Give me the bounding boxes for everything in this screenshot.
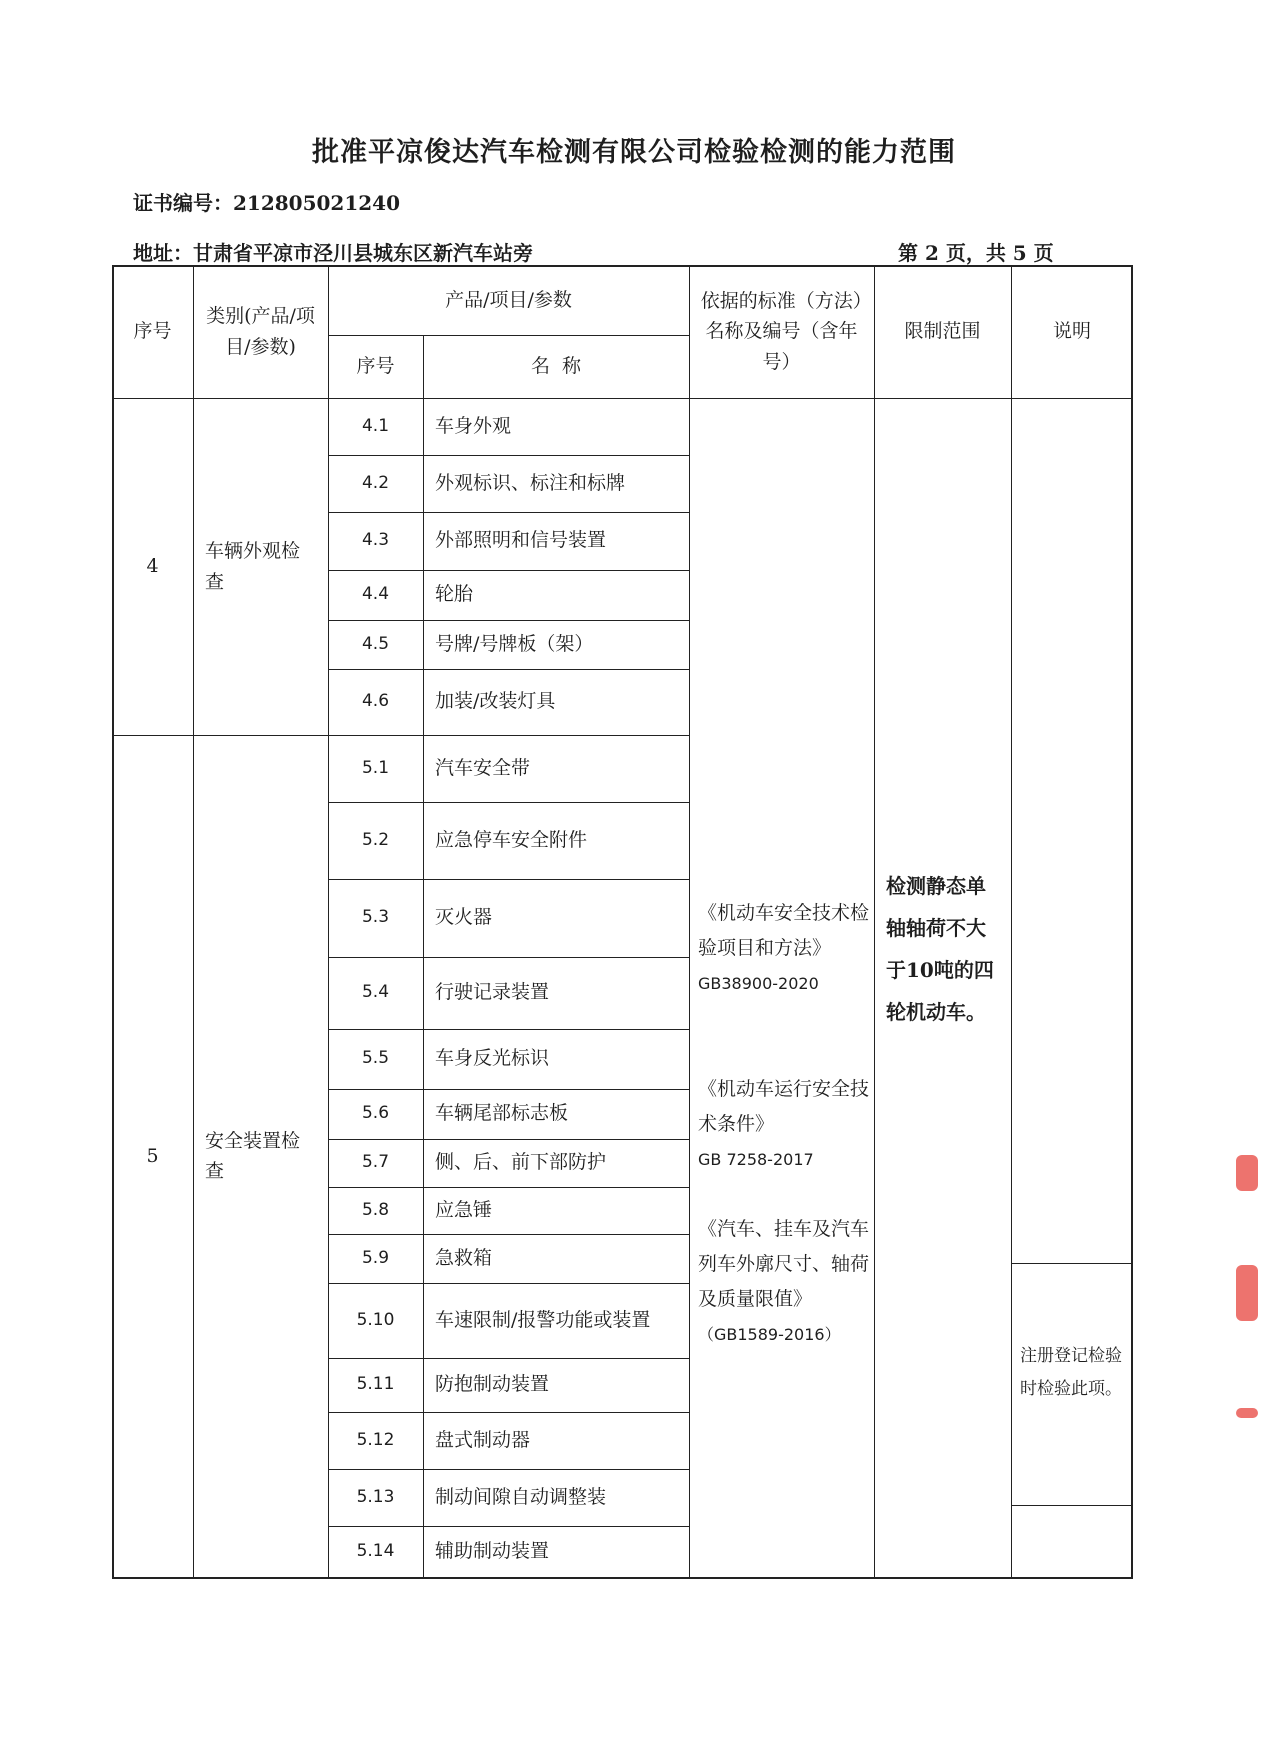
table-rule — [112, 735, 689, 736]
table-rule — [328, 802, 689, 803]
group-category: 车辆外观检查 — [205, 540, 301, 593]
item-number: 5.14 — [356, 1540, 395, 1561]
standard-name: 《机动车安全技术检验项目和方法》 — [698, 902, 870, 959]
item-number: 4.6 — [361, 691, 390, 712]
item-name: 汽车安全带 — [435, 756, 531, 779]
table-rule — [112, 398, 1133, 399]
group-seq: 5 — [146, 1144, 159, 1167]
header-limit: 限制范围 — [904, 320, 981, 343]
item-name: 急救箱 — [435, 1246, 493, 1269]
header-category: 类别(产品/项目/参数) — [206, 305, 315, 358]
item-number: 5.11 — [356, 1374, 395, 1395]
item-name: 应急锤 — [435, 1198, 493, 1221]
page-info: 第 2 页，共 5 页 — [898, 241, 1054, 265]
table-rule — [328, 1234, 689, 1235]
item-number: 5.3 — [361, 907, 390, 928]
item-name: 盘式制动器 — [435, 1428, 531, 1451]
item-number: 4.5 — [361, 633, 390, 654]
item-name: 外部照明和信号装置 — [435, 529, 607, 552]
header-note: 说明 — [1052, 320, 1091, 343]
limit-range-text: 检测静态单轴轴荷不大于10吨的四轮机动车。 — [886, 874, 994, 1024]
stamp-fragment — [1236, 1265, 1258, 1321]
group-seq: 4 — [146, 555, 159, 578]
item-number: 5.10 — [356, 1309, 395, 1330]
header-sub-seq: 序号 — [356, 355, 395, 378]
item-name: 灭火器 — [435, 906, 493, 929]
header-name: 名 称 — [530, 355, 582, 378]
item-name: 加装/改装灯具 — [435, 690, 556, 713]
standard-code: GB38900-2020 — [698, 974, 819, 993]
item-number: 5.9 — [361, 1247, 390, 1268]
standard-entry — [698, 1212, 870, 1352]
stamp-fragment — [1236, 1155, 1258, 1191]
item-name: 防抱制动装置 — [435, 1373, 550, 1396]
item-name: 制动间隙自动调整装 — [435, 1485, 607, 1508]
standard-code: GB 7258-2017 — [698, 1150, 814, 1169]
note-text: 注册登记检验时检验此项。 — [1020, 1346, 1122, 1399]
item-number: 5.12 — [356, 1429, 395, 1450]
item-number: 5.5 — [361, 1048, 390, 1069]
table-rule — [328, 265, 329, 1577]
item-name: 号牌/号牌板（架） — [435, 632, 594, 655]
header-product-group: 产品/项目/参数 — [445, 288, 572, 311]
standard-name: 《机动车运行安全技术条件》 — [698, 1078, 870, 1135]
table-rule — [1011, 1263, 1133, 1264]
table-rule — [689, 265, 690, 1577]
table-rule — [112, 1577, 1133, 1579]
item-name: 车身外观 — [435, 414, 512, 437]
table-rule — [328, 455, 689, 456]
table-rule — [328, 512, 689, 513]
table-rule — [423, 335, 424, 1577]
table-rule — [328, 879, 689, 880]
item-number: 5.2 — [361, 829, 390, 850]
item-number: 4.3 — [361, 530, 390, 551]
table-rule — [1131, 265, 1133, 1577]
table-rule — [328, 1283, 689, 1284]
item-number: 4.4 — [361, 584, 390, 605]
item-number: 5.1 — [361, 757, 390, 778]
table-rule — [1011, 1505, 1133, 1506]
table-rule — [874, 265, 875, 1577]
standard-entry — [698, 1072, 870, 1177]
item-name: 车速限制/报警功能或装置 — [435, 1308, 651, 1331]
standard-name: 《汽车、挂车及汽车列车外廓尺寸、轴荷及质量限值》 — [698, 1218, 870, 1310]
item-name: 行驶记录装置 — [435, 981, 550, 1004]
table-rule — [112, 265, 114, 1577]
table-rule — [328, 620, 689, 621]
item-number: 5.4 — [361, 982, 390, 1003]
item-name: 侧、后、前下部防护 — [435, 1151, 607, 1174]
item-name: 应急停车安全附件 — [435, 828, 588, 851]
address: 地址：甘肃省平凉市泾川县城东区新汽车站旁 — [133, 241, 533, 265]
item-number: 5.13 — [356, 1486, 395, 1507]
item-number: 4.2 — [361, 472, 390, 493]
item-name: 外观标识、标注和标牌 — [435, 471, 626, 494]
table-rule — [328, 1358, 689, 1359]
table-rule — [328, 1469, 689, 1470]
table-rule — [328, 1029, 689, 1030]
header-seq: 序号 — [133, 320, 172, 343]
table-rule — [328, 1089, 689, 1090]
table-rule — [328, 1412, 689, 1413]
item-number: 5.7 — [361, 1152, 390, 1173]
page-title: 批准平凉俊达汽车检测有限公司检验检测的能力范围 — [312, 137, 956, 168]
item-number: 5.6 — [361, 1103, 390, 1124]
table-rule — [112, 265, 1133, 267]
table-rule — [328, 1187, 689, 1188]
item-name: 车辆尾部标志板 — [435, 1102, 569, 1125]
standard-entry — [698, 896, 870, 1001]
table-rule — [328, 1139, 689, 1140]
table-rule — [328, 335, 689, 336]
header-standard: 依据的标准（方法）名称及编号（含年号） — [700, 289, 863, 373]
table-rule — [328, 957, 689, 958]
item-name: 轮胎 — [435, 583, 474, 606]
table-rule — [328, 1526, 689, 1527]
item-number: 5.8 — [361, 1199, 390, 1220]
table-rule — [328, 669, 689, 670]
certificate-number: 证书编号：212805021240 — [133, 191, 400, 215]
item-number: 4.1 — [361, 415, 390, 436]
item-name: 辅助制动装置 — [435, 1539, 550, 1562]
table-rule — [193, 265, 194, 1577]
item-name: 车身反光标识 — [435, 1047, 550, 1070]
table-rule — [1011, 265, 1012, 1577]
standard-code: （GB1589-2016） — [698, 1325, 841, 1344]
stamp-fragment — [1236, 1408, 1258, 1418]
group-category: 安全装置检查 — [205, 1129, 301, 1182]
table-rule — [328, 570, 689, 571]
